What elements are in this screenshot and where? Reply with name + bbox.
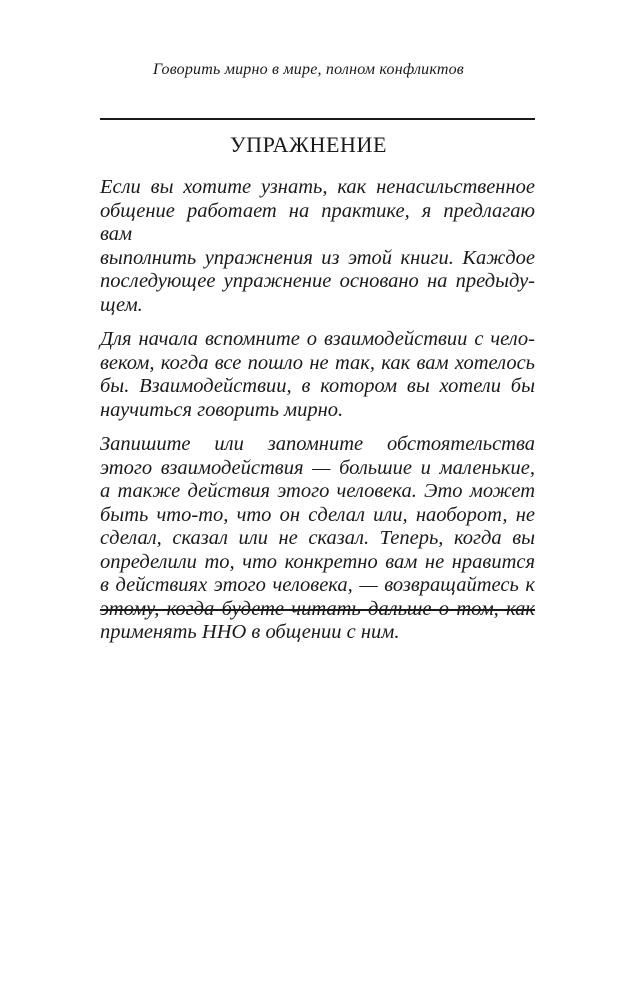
text-line: этого взаимодействия — большие и маленькие, xyxy=(100,456,535,479)
text-line: определили то, что конкретно вам не нравится xyxy=(100,550,535,573)
text-line: Запишите или запомните обстоятельства xyxy=(100,433,535,455)
paragraph-3 xyxy=(100,433,535,645)
section-heading: УПРАЖНЕНИЕ xyxy=(229,132,388,157)
text-line: быть что-то, что он сделал или, наоборот, не xyxy=(100,503,535,526)
text-line: этому, когда будете читать дальше о том, как xyxy=(100,597,535,620)
running-head: Говорить мирно в мире, полном конфликтов xyxy=(153,61,464,78)
text-line: щем. xyxy=(100,293,143,316)
text-line: а также действия этого человека. Это может xyxy=(100,480,535,502)
paragraph-2 xyxy=(100,328,535,422)
text-line: выполнить упражнения из этой книги. Каждое xyxy=(100,246,535,269)
top-divider xyxy=(100,118,535,120)
text-line: бы. Взаимодействии, в котором вы хотели бы xyxy=(100,375,535,397)
paragraph-1 xyxy=(100,176,535,317)
text-line: общение работает на практике, я предлагаю вам xyxy=(100,199,535,245)
text-line: Если вы хотите узнать, как ненасильственное xyxy=(100,176,535,198)
text-line: Для начала вспомните о взаимодействии с чело- xyxy=(100,328,535,350)
text-line: применять ННО в общении с ним. xyxy=(100,621,400,643)
exercise-body xyxy=(100,176,535,645)
text-line: сделал, сказал или не сказал. Теперь, когда вы xyxy=(100,527,535,549)
text-line: последующее упражнение основано на предыду- xyxy=(100,270,535,292)
bottom-divider xyxy=(100,609,535,611)
text-line: в действиях этого человека, — возвращайтесь к xyxy=(100,574,535,596)
text-line: веком, когда все пошло не так, как вам хотелось xyxy=(100,351,535,374)
text-line: научиться говорить мирно. xyxy=(100,398,344,421)
